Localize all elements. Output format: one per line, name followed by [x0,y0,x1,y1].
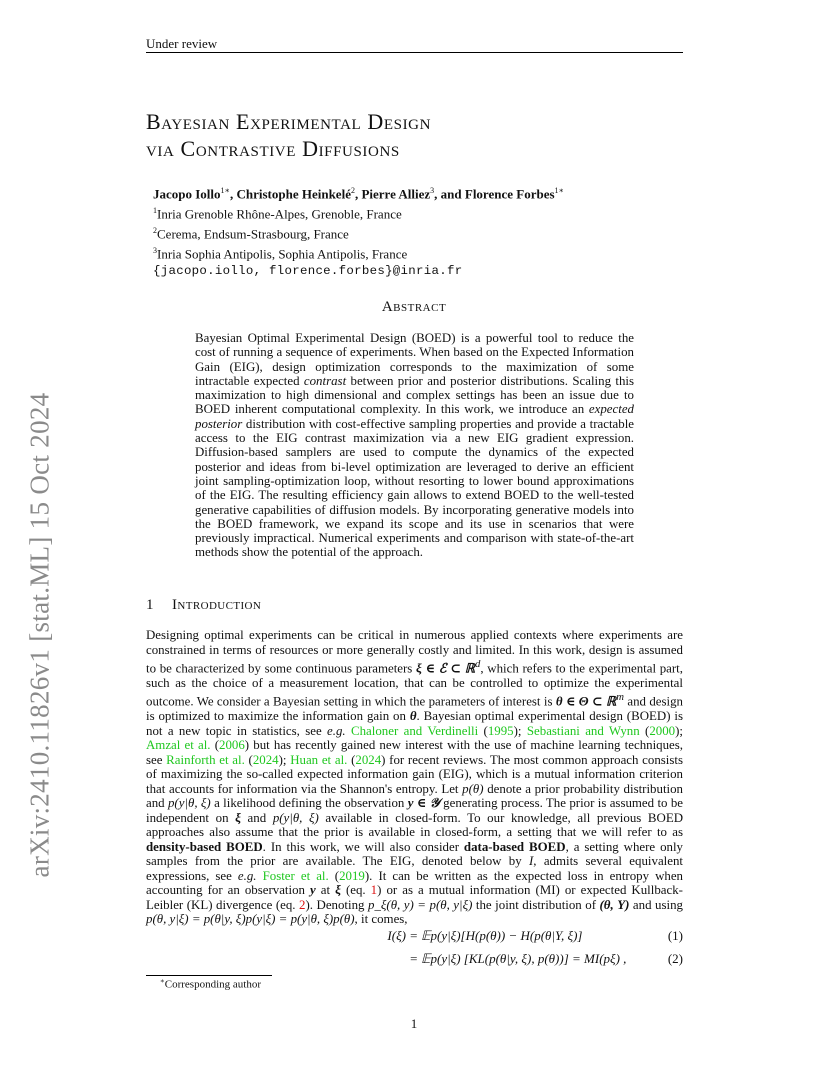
section-title: Introduction [172,597,262,613]
intro-text: , which refers to the experimental part, such as the choice of a measurement location, that can be controlled to optimize the experimental outcome. We consider a Bayesian setting in which the parameters of interest is [146,661,683,709]
citation-year-link[interactable]: 1995 [487,723,514,738]
affiliation-text: Inria Grenoble Rhône-Alpes, Grenoble, France [157,206,402,222]
equation-rhs: 𝔼p(y|ξ) [KL(p(θ|y, ξ), p(θ))] = MI(pξ) , [421,951,627,966]
intro-text: generating process. The prior is assumed to be independent on [146,796,684,825]
equation-2 [146,951,683,974]
abstract-emphasis: expected posterior [195,402,634,431]
section-number: 1 [146,597,154,613]
intro-text: and using [629,897,683,912]
citation-year-link[interactable]: 2000 [649,723,676,738]
footnote [160,977,261,991]
running-header: Under review [146,36,218,51]
affiliation-3 [153,243,564,263]
inline-math: m [616,691,625,704]
equation-1 [146,928,683,951]
inline-math: d [475,658,481,670]
author-1-mark: 1∗ [220,186,230,195]
section-heading-introduction [146,597,261,614]
intro-text: Designing optimal experiments can be critical in numerous applied contexts where experiments are constrained in terms of resources or more generally costly and limited. In this work, design is assumed to be characterized by some continuous parameters [146,628,683,676]
equation-rhs: 𝔼p(y|ξ)[H(p(θ)) − H(p(θ|Y, ξ)] [421,928,583,943]
inline-math: (θ, Y) [599,897,630,912]
introduction-paragraph: Designing optimal experiments can be critical in numerous applied contexts where experiments are constrained in terms of resources or more generally costly and limited. In this work, design is assumed to be characterized by some continuous parameters ξ ∈ ℰ ⊂ ℝ$^d$, which refers to the experimental part, such as the choice of a measurement location, that can be controlled to optimize the experimental outcome. We consider a Bayesian setting in which the parameters of interest is θ ∈ Θ ⊂ ℝ$^m$ and design is optimized to maximize the information gain on θ. Bayesian optimal experimental design (BOED) is not a new topic in statistics, see e.g. Chaloner and Verdinelli (1995); Sebastiani and Wynn (2000); Amzal et al. (2006) but has recently gained new interest with the use of machine learning techniques, see Rainforth et al. (2024); Huan et al. (2024) for recent reviews. The most common approach consists of maximizing the so-called expected information gain (EIG), which is a mutual information criterion that accounts for information via the Shannon's entropy. Let p(θ) denote a prior probability distribution and p(y|θ, ξ) a likelihood defining the observation y ∈ 𝒴 generating process. The prior is assumed to be independent on ξ and p(y|θ, ξ) available in closed-form. To our knowledge, all previous BOED approaches also assume that the prior is available in closed-form, a setting that we will refer to as density-based BOED. In this work, we will also consider data-based BOED, a setting where only samples from the prior are available. The EIG, denoted below by I, admits several equivalent expressions, see e.g. Foster et al. (2019). It can be written as the expected loss in entropy when accounting for an observation y at ξ (eq. 1) or as a mutual information (MI) or expected Kullback-Leibler (KL) divergence (eq. 2). Denoting p_ξ(θ, y) = p(θ, y|ξ) the joint distribution of (θ, Y) and using p(θ, y|ξ) = p(θ|y, ξ)p(y|ξ) = p(y|θ, ξ)p(θ), it comes, [146,628,684,927]
equation-lhs: = [409,951,418,966]
affiliation-mark: 3 [153,245,157,255]
inline-math: p(θ) [462,781,484,796]
author-names [153,183,564,203]
abstract-text: distribution with cost-effective sampling properties and provide a tractable access to the EIG contrast maximization via a new EIG gradient expression. Diffusion-based samplers are used to compute the dynamics of the expected posterior and ideas from bi-level optimization are leveraged to derive an efficient joint sampling-optimization loop, without resorting to lower bound approximations of the EIG. The resulting efficiency gain allows to extend BOED to the well-tested generative capabilities of diffusion models. By incorporating generative models into the BOED framework, we expand its scope and its use in scenarios that were previously impractical. Numerical experiments and comparison with state-of-the-art methods show the potential of the approach. [195,416,634,560]
intro-text: but has recently gained new interest with the use of machine learning techniques, see [146,738,684,767]
equation-number: (1) [667,928,683,943]
inline-math: y [310,883,316,898]
footnote-rule [146,975,272,976]
author-4-mark: 1∗ [554,186,564,195]
equation-ref-link[interactable]: 2 [299,897,306,912]
intro-text: . It can be written as the expected loss in entropy when accounting for an observation [146,868,683,898]
abstract-text: Bayesian Optimal Experimental Design (BOED) is a powerful tool to reduce the cost of running a sequence of experiments. When based on the Expected Information Gain (EIG), design optimization corresponds to the maximization of some intractable expected [195,331,634,388]
author-4: , and Florence Forbes [434,186,555,202]
intro-text: available in closed-form. To our knowledge, all previous BOED approaches also assume that the prior is available in closed-form, a setting that we will refer to as [146,810,684,840]
intro-text: (eq. [340,883,371,898]
header-rule [146,52,683,53]
citation-link[interactable]: Chaloner and Verdinelli [351,723,479,738]
footnote-text: Corresponding author [164,978,261,991]
title-line-1: Bayesian Experimental Design [146,109,432,134]
equation-number: (2) [667,951,683,966]
affiliation-text: Cerema, Endsum-Strasbourg, France [157,226,349,242]
author-email[interactable]: {jacopo.iollo, florence.forbes}@inria.fr [153,263,463,278]
citation-year-link[interactable]: 2024 [252,752,279,767]
citation-year-link[interactable]: 2019 [339,868,365,883]
intro-text: and design is optimized to maximize the information gain on [146,694,683,724]
intro-text: denote a prior probability distribution and [146,781,684,811]
title-line-2: via Contrastive Diffusions [146,136,400,161]
author-2-mark: 2 [350,186,355,195]
intro-text: at [315,883,336,898]
inline-math: ξ [235,810,241,825]
author-3-mark: 3 [430,186,435,195]
page-number: 1 [410,1016,418,1031]
inline-math: p_ξ(θ, y) = p(θ, y|ξ) [368,897,473,912]
citation-link[interactable]: Rainforth et al. [166,752,245,767]
intro-text: , it comes, [354,912,408,927]
citation-year-link[interactable]: 2024 [355,752,382,767]
affiliation-1 [153,203,564,223]
intro-emphasis: e.g. [327,723,346,738]
inline-math: p(y|θ, ξ) [272,810,319,825]
author-block [153,183,564,279]
footnote-mark: ∗ [160,977,165,985]
inline-math: ξ ∈ ℰ ⊂ ℝ [416,661,475,676]
affiliation-mark: 2 [153,225,157,235]
abstract-emphasis: contrast [303,373,347,388]
affiliation-mark: 1 [153,205,157,215]
author-1: Jacopo Iollo [153,186,221,202]
intro-text: ). Denoting [305,897,368,912]
inline-math: p(θ, y|ξ) = p(θ|y, ξ)p(y|ξ) = p(y|θ, ξ)p(θ) [146,912,355,927]
affiliation-2 [153,223,564,243]
inline-math: θ ∈ Θ ⊂ ℝ [555,694,617,709]
intro-bold: density-based BOED [146,839,263,854]
inline-math: ξ [335,883,341,898]
author-2: , Christophe Heinkelé [229,186,351,202]
intro-bold: data-based BOED [463,839,566,854]
inline-math: y ∈ 𝒴 [407,796,440,811]
affiliation-text: Inria Sophia Antipolis, Sophia Antipolis, France [157,246,408,262]
inline-math: p(y|θ, ξ) [167,796,211,811]
arxiv-identifier[interactable]: arXiv:2410.11826v1 [stat.ML] 15 Oct 2024 [24,392,55,878]
equation-lhs: I(ξ) = [387,928,418,943]
author-3: , Pierre Alliez [354,186,431,202]
intro-emphasis: e.g. [237,868,257,883]
intro-text: , admits several equivalent expressions, see [146,854,683,883]
abstract-body [195,331,634,560]
citation-year-link[interactable]: 2006 [219,738,245,753]
equation-ref-link[interactable]: 1 [370,883,378,898]
intro-text: . In this work, we will also consider [262,839,464,854]
citation-link[interactable]: Sebastiani and Wynn [526,723,640,738]
equation-block [146,928,683,974]
citation-link[interactable]: Huan et al. [290,752,348,767]
citation-link[interactable]: Foster et al. [262,868,329,883]
intro-text: and [240,810,273,825]
abstract-heading: Abstract [381,299,447,315]
intro-text: . Bayesian optimal experimental design (BOED) is not a new topic in statistics, see [146,709,683,738]
intro-text: for recent reviews. The most common approach consists of maximizing the so-called expected information gain (EIG), which is a mutual information criterion that accounts for information via the Shannon's entropy. Let [146,752,683,796]
intro-text: , a setting where only samples from the prior are available. The EIG, denoted below by [146,839,683,869]
intro-text: the joint distribution of [472,897,600,912]
intro-text: a likelihood defining the observation [210,796,408,811]
inline-math: θ [409,709,417,724]
paper-title [146,108,431,162]
abstract-text: between prior and posterior distributions. Scaling this maximization to high dimensional and complex settings has been an issue due to BOED inherent computational complexity. In this work, we introduce an [195,373,634,417]
inline-math: I [528,854,534,869]
intro-text: ) or as a mutual information (MI) or expected Kullback-Leibler (KL) divergence (eq. [146,883,683,912]
citation-link[interactable]: Amzal et al. [146,738,211,753]
